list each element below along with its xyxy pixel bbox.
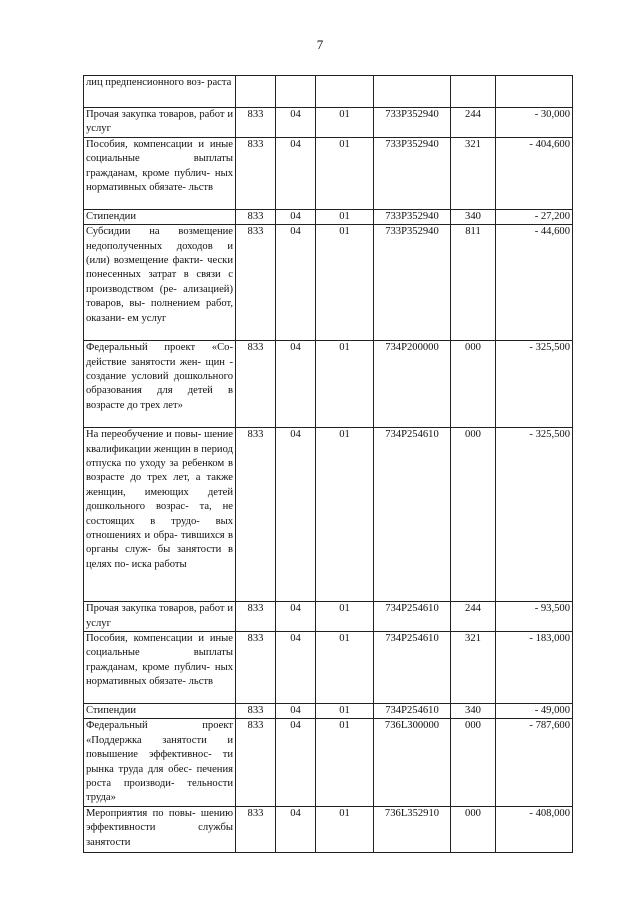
- cell-vr: 321: [451, 632, 496, 704]
- cell-csr: 733P352940: [374, 209, 451, 224]
- cell-sum: [496, 76, 573, 108]
- cell-name: Прочая закупка товаров, работ и услуг: [84, 602, 236, 632]
- cell-sum: - 44,600: [496, 225, 573, 341]
- cell-rz: 04: [276, 225, 316, 341]
- cell-vr: 244: [451, 602, 496, 632]
- cell-sum: - 27,200: [496, 209, 573, 224]
- cell-pr: 01: [316, 719, 374, 806]
- cell-vr: 340: [451, 704, 496, 719]
- cell-pr: 01: [316, 602, 374, 632]
- cell-grbs: 833: [236, 704, 276, 719]
- cell-pr: 01: [316, 341, 374, 428]
- cell-name: Стипендии: [84, 209, 236, 224]
- table-row: [84, 108, 573, 138]
- table-row: [84, 209, 573, 224]
- table-row: [84, 704, 573, 719]
- cell-grbs: 833: [236, 632, 276, 704]
- cell-name: Мероприятия по повы- шению эффективности службы занятости: [84, 806, 236, 852]
- cell-sum: - 30,000: [496, 108, 573, 138]
- cell-rz: 04: [276, 209, 316, 224]
- cell-csr: 736L300000: [374, 719, 451, 806]
- cell-pr: 01: [316, 209, 374, 224]
- table-row: [84, 341, 573, 428]
- table-row: [84, 719, 573, 806]
- cell-vr: 000: [451, 719, 496, 806]
- table-row: [84, 137, 573, 209]
- cell-pr: 01: [316, 632, 374, 704]
- cell-grbs: 833: [236, 225, 276, 341]
- cell-csr: 734P254610: [374, 704, 451, 719]
- cell-pr: 01: [316, 225, 374, 341]
- cell-grbs: 833: [236, 602, 276, 632]
- cell-pr: [316, 76, 374, 108]
- cell-rz: 04: [276, 428, 316, 602]
- cell-csr: 736L352910: [374, 806, 451, 852]
- cell-pr: 01: [316, 428, 374, 602]
- cell-rz: 04: [276, 137, 316, 209]
- cell-csr: 734P254610: [374, 428, 451, 602]
- cell-pr: 01: [316, 108, 374, 138]
- table-row: [84, 806, 573, 852]
- table-row: [84, 225, 573, 341]
- cell-vr: 340: [451, 209, 496, 224]
- cell-name: Стипендии: [84, 704, 236, 719]
- cell-vr: 321: [451, 137, 496, 209]
- cell-grbs: 833: [236, 209, 276, 224]
- cell-csr: 734P254610: [374, 602, 451, 632]
- cell-grbs: 833: [236, 719, 276, 806]
- cell-sum: - 93,500: [496, 602, 573, 632]
- cell-vr: [451, 76, 496, 108]
- cell-csr: [374, 76, 451, 108]
- cell-name: Пособия, компенсации и иные социальные выплаты гражданам, кроме публич- ных нормативных обязате- льств: [84, 632, 236, 704]
- cell-rz: 04: [276, 632, 316, 704]
- cell-sum: - 183,000: [496, 632, 573, 704]
- cell-csr: 733P352940: [374, 225, 451, 341]
- cell-csr: 733P352940: [374, 137, 451, 209]
- cell-rz: 04: [276, 806, 316, 852]
- cell-csr: 734P200000: [374, 341, 451, 428]
- cell-pr: 01: [316, 704, 374, 719]
- table-row: [84, 76, 573, 108]
- cell-vr: 000: [451, 806, 496, 852]
- cell-name: Пособия, компенсации и иные социальные выплаты гражданам, кроме публич- ных нормативных обязате- льств: [84, 137, 236, 209]
- cell-sum: - 49,000: [496, 704, 573, 719]
- budget-table: [83, 75, 573, 853]
- cell-rz: 04: [276, 602, 316, 632]
- cell-vr: 244: [451, 108, 496, 138]
- cell-grbs: [236, 76, 276, 108]
- cell-rz: [276, 76, 316, 108]
- cell-pr: 01: [316, 137, 374, 209]
- cell-grbs: 833: [236, 137, 276, 209]
- cell-vr: 811: [451, 225, 496, 341]
- cell-rz: 04: [276, 704, 316, 719]
- cell-grbs: 833: [236, 428, 276, 602]
- cell-sum: - 404,600: [496, 137, 573, 209]
- cell-name: Федеральный проект «Поддержка занятости и повышение эффективнос- ти рынка труда для обес- печения роста производи- тельности труда»: [84, 719, 236, 806]
- cell-name: лиц предпенсионного воз- раста: [84, 76, 236, 108]
- cell-sum: - 325,500: [496, 341, 573, 428]
- cell-grbs: 833: [236, 806, 276, 852]
- cell-rz: 04: [276, 719, 316, 806]
- table-row: [84, 428, 573, 602]
- cell-name: Субсидии на возмещение недополученных доходов и (или) возмещение факти- чески понесенных затрат в связи с производством (ре- ализацией) товаров, вы- полнением работ, оказани- ем услуг: [84, 225, 236, 341]
- cell-vr: 000: [451, 341, 496, 428]
- cell-rz: 04: [276, 108, 316, 138]
- cell-sum: - 408,000: [496, 806, 573, 852]
- cell-grbs: 833: [236, 341, 276, 428]
- cell-rz: 04: [276, 341, 316, 428]
- table-row: [84, 632, 573, 704]
- cell-csr: 734P254610: [374, 632, 451, 704]
- page-number: 7: [316, 37, 324, 52]
- cell-name: На переобучение и повы- шение квалификации женщин в период отпуска по уходу за ребенком в возрасте до трех лет, а также женщин, имеющих детей дошкольного возрас- та, не состоящих в трудо- вых отношениях и обра- тившихся в органы служ- бы занятости в целях по- иска работы: [84, 428, 236, 602]
- cell-pr: 01: [316, 806, 374, 852]
- cell-grbs: 833: [236, 108, 276, 138]
- cell-sum: - 787,600: [496, 719, 573, 806]
- cell-sum: - 325,500: [496, 428, 573, 602]
- cell-vr: 000: [451, 428, 496, 602]
- cell-name: Федеральный проект «Со- действие занятости жен- щин - создание условий дошкольного образования для детей в возрасте до трех лет»: [84, 341, 236, 428]
- cell-csr: 733P352940: [374, 108, 451, 138]
- table-row: [84, 602, 573, 632]
- cell-name: Прочая закупка товаров, работ и услуг: [84, 108, 236, 138]
